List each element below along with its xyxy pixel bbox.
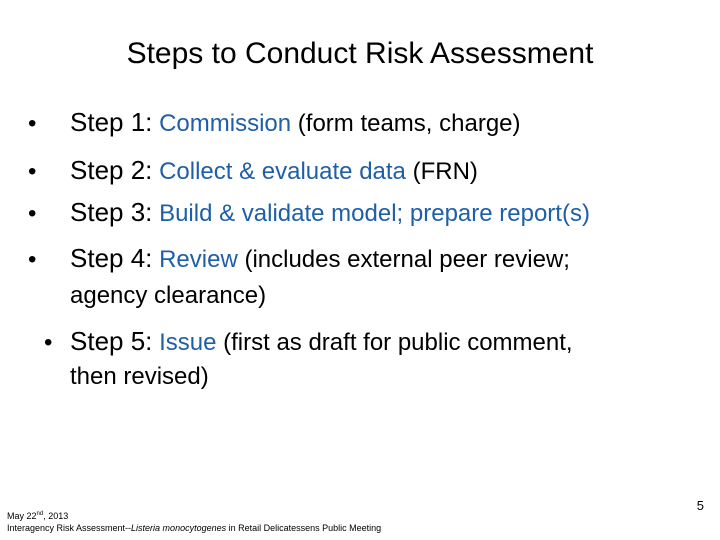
- step-detail: (FRN): [412, 158, 478, 185]
- bullet-step-5: [70, 326, 573, 358]
- bullet-step-4-continuation: agency clearance): [70, 282, 267, 309]
- bullet-marker: •: [44, 329, 53, 356]
- footer-date-sup: nd: [36, 511, 44, 517]
- step-label: Step 5:: [70, 326, 153, 356]
- step-highlight: Review: [159, 246, 238, 273]
- bullet-marker: •: [28, 200, 37, 227]
- bullet-step-1: [70, 107, 521, 139]
- step-detail: (includes external peer review;: [244, 246, 570, 273]
- footer-date: [7, 510, 381, 522]
- footer-date-suffix: , 2013: [43, 511, 69, 521]
- slide-footer: [7, 510, 381, 534]
- step-label: Step 4:: [70, 243, 153, 273]
- bullet-step-4: [70, 243, 570, 275]
- footer-title-italic: Listeria monocytogenes: [131, 523, 227, 533]
- bullet-step-5-continuation: then revised): [70, 363, 209, 390]
- step-highlight: Commission: [159, 110, 292, 137]
- step-detail: (form teams, charge): [297, 110, 521, 137]
- footer-meeting-title: [7, 522, 381, 534]
- bullet-step-2: [70, 155, 478, 187]
- bullet-marker: •: [28, 110, 37, 137]
- page-number: 5: [696, 498, 704, 513]
- slide-title: Steps to Conduct Risk Assessment: [126, 37, 594, 70]
- step-detail: (first as draft for public comment,: [223, 329, 573, 356]
- step-highlight: Issue: [159, 329, 217, 356]
- step-highlight: Build & validate model; prepare report(s): [159, 200, 590, 227]
- bullet-step-3: [70, 197, 590, 229]
- step-label: Step 1:: [70, 107, 153, 137]
- bullet-marker: •: [28, 158, 37, 185]
- step-highlight: Collect & evaluate data: [159, 158, 406, 185]
- footer-title-prefix: Interagency Risk Assessment--: [7, 523, 132, 533]
- step-label: Step 3:: [70, 197, 153, 227]
- footer-title-suffix: in Retail Delicatessens Public Meeting: [226, 523, 382, 533]
- step-label: Step 2:: [70, 155, 153, 185]
- bullet-marker: •: [28, 246, 37, 273]
- footer-date-prefix: May 22: [7, 511, 37, 521]
